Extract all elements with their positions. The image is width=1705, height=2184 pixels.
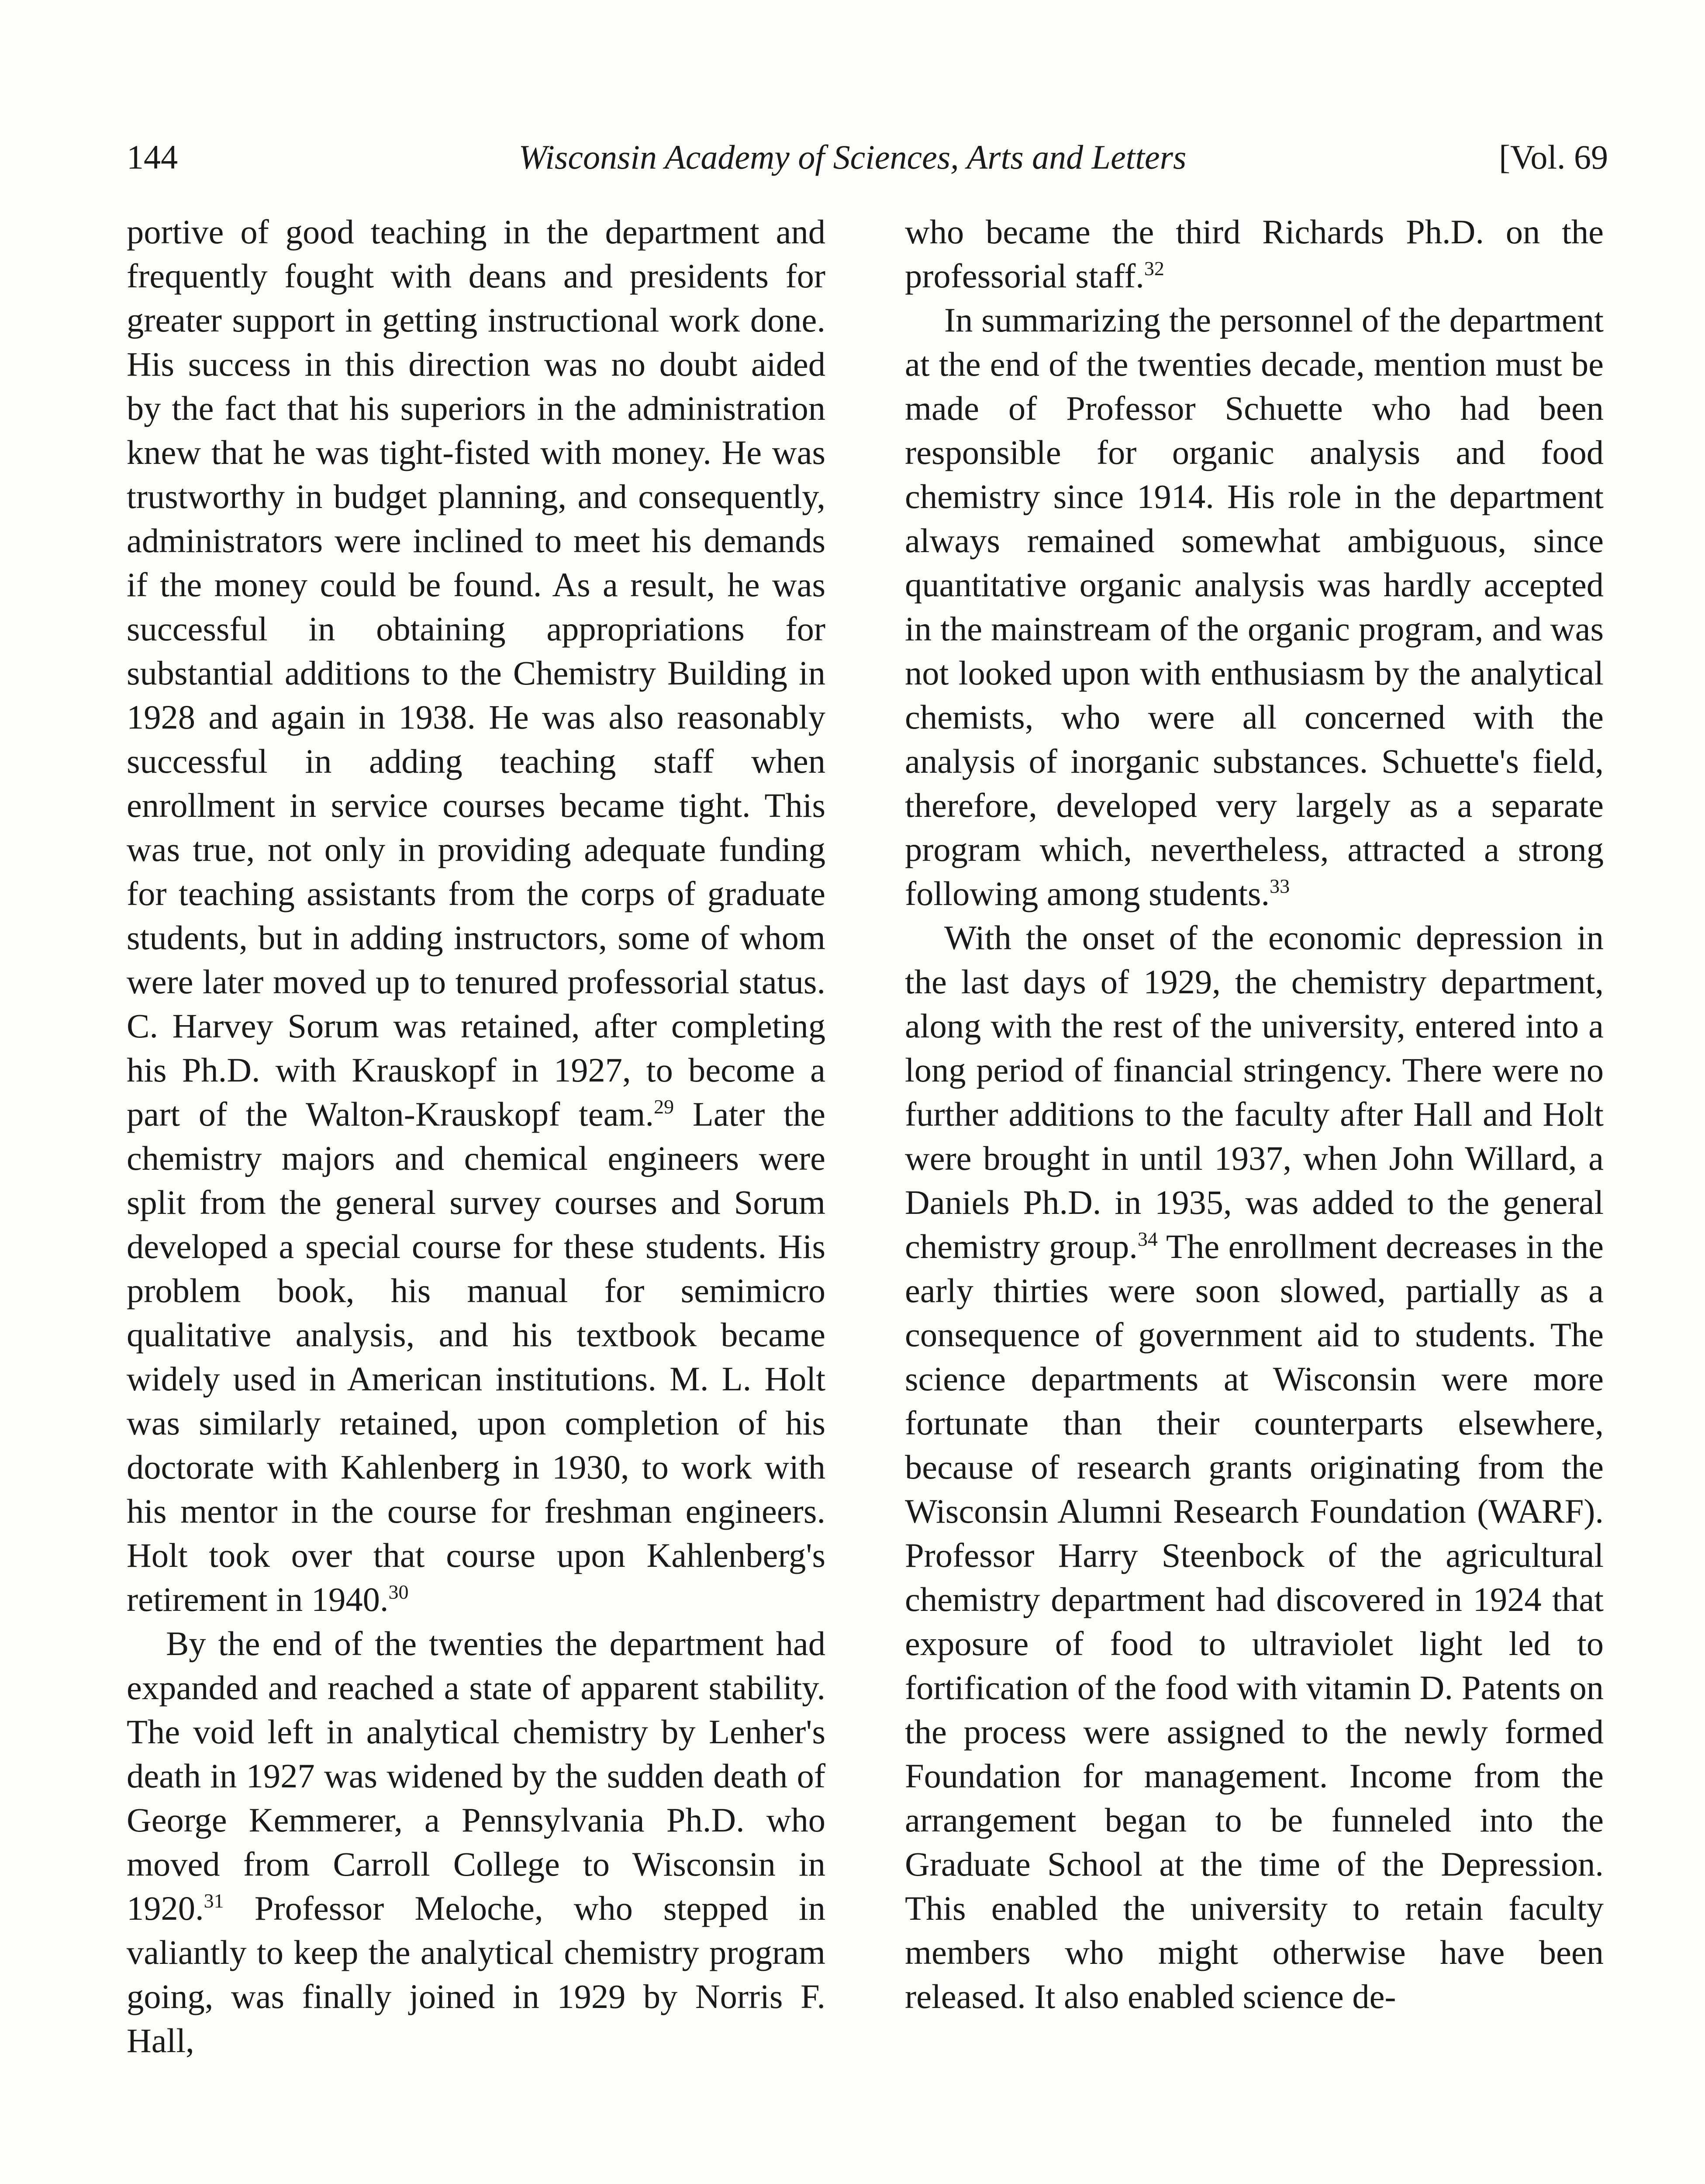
paragraph-text: By the end of the twenties the department had expanded and reached a state of apparent stability. The void left in analytical chemistry by Lenher's death in 1927 was widened by the sudden death of George Kemmerer, a Pennsylvania Ph.D. who moved from Carroll College to Wisconsin in 1920.	[127, 1624, 825, 1927]
paragraph-continued	[905, 210, 1604, 298]
footnote-marker-32: 32	[1144, 257, 1164, 280]
running-title: Wisconsin Academy of Sciences, Arts and Letters	[518, 138, 1187, 176]
paragraph-text: portive of good teaching in the department and frequently fought with deans and presidents for greater support in getting instructional work done. His success in this direction was no doubt aided by the fact that his superiors in the administration knew that he was tight-fisted with money. He was trustworthy in budget planning, and consequently, administrators were inclined to meet his demands if the money could be found. As a result, he was successful in obtaining appropriations for substantial additions to the Chemistry Building in 1928 and again in 1938. He was also reasonably successful in adding teaching staff when enrollment in service courses became tight. This was true, not only in providing adequate funding for teaching assistants from the corps of graduate students, but in adding instructors, some of whom were later moved up to tenured professorial status. C. Harvey Sorum was retained, after completing his Ph.D. with Krauskopf in 1927, to become a part of the Walton-Krauskopf team.	[127, 213, 825, 1133]
footnote-marker-30: 30	[388, 1581, 409, 1603]
page-number: 144	[127, 138, 178, 176]
paragraph-text: who became the third Richards Ph.D. on the professorial staff.	[905, 213, 1604, 295]
left-column	[127, 210, 825, 2063]
footnote-marker-29: 29	[654, 1095, 674, 1118]
paragraph	[127, 1621, 825, 2063]
paragraph-text: Later the chemistry majors and chemical engineers were split from the general survey courses and Sorum developed a special course for these students. His problem book, his manual for semimicro qualitative analysis, and his textbook became widely used in American institutions. M. L. Holt was similarly retained, upon completion of his doctorate with Kahlenberg in 1930, to work with his mentor in the course for freshman engineers. Holt took over that course upon Kahlenberg's retirement in 1940.	[127, 1095, 825, 1618]
footnote-marker-31: 31	[204, 1890, 224, 1912]
paragraph-text: With the onset of the economic depression in the last days of 1929, the chemistry department, along with the rest of the university, entered into a long period of financial stringency. There were no further additions to the faculty after Hall and Holt were brought in until 1937, when John Willard, a Daniels Ph.D. in 1935, was added to the general chemistry group.	[905, 919, 1604, 1265]
paragraph	[905, 916, 1604, 2018]
volume-label: [Vol. 69	[1499, 138, 1608, 176]
right-column	[905, 210, 1604, 2018]
footnote-marker-34: 34	[1137, 1228, 1158, 1250]
footnote-marker-33: 33	[1270, 875, 1290, 897]
paragraph	[905, 298, 1604, 916]
running-header	[0, 129, 1705, 186]
paragraph-text: The enrollment decreases in the early thirties were soon slowed, partially as a consequence of government aid to students. The science departments at Wisconsin were more fortunate than their counterparts elsewhere, because of research grants originating from the Wisconsin Alumni Research Foundation (WARF). Professor Harry Steenbock of the agricultural chemistry department had discovered in 1924 that exposure of food to ultraviolet light led to fortification of the food with vitamin D. Patents on the process were assigned to the newly formed Foundation for management. Income from the arrangement began to be funneled into the Graduate School at the time of the Depression. This enabled the university to retain faculty members who might otherwise have been released. It also enabled science de-	[905, 1227, 1604, 2015]
paragraph-continued	[127, 210, 825, 1621]
paragraph-text: Professor Meloche, who stepped in valiantly to keep the analytical chemistry program going, was finally joined in 1929 by Norris F. Hall,	[127, 1889, 825, 2060]
paragraph-text: In summarizing the personnel of the department at the end of the twenties decade, mention must be made of Professor Schuette who had been responsible for organic analysis and food chemistry since 1914. His role in the department always remained somewhat ambiguous, since quantitative organic analysis was hardly accepted in the mainstream of the organic program, and was not looked upon with enthusiasm by the analytical chemists, who were all concerned with the analysis of inorganic substances. Schuette's field, therefore, developed very largely as a separate program which, nevertheless, attracted a strong following among students.	[905, 301, 1604, 912]
